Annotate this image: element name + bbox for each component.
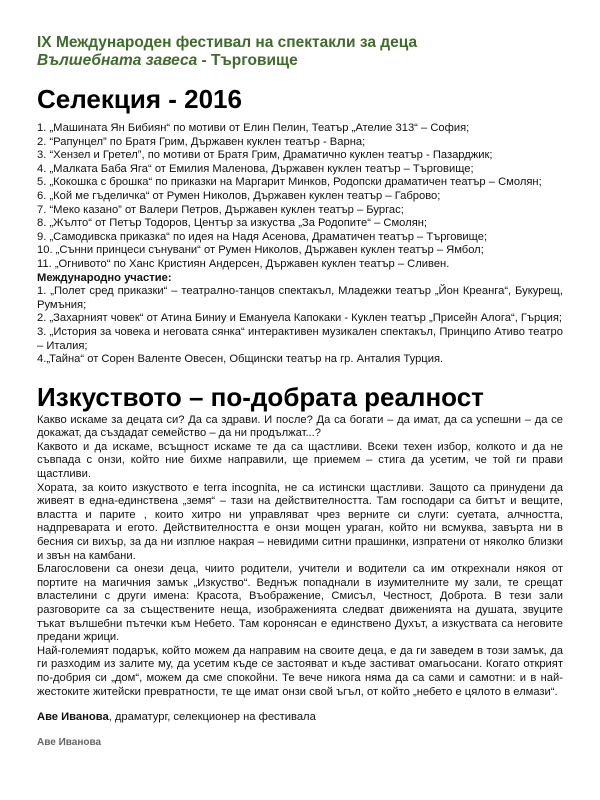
list-item: 7. “Меко казано” от Валери Петров, Държавен куклен театър – Бургас; bbox=[37, 203, 404, 216]
essay-body bbox=[37, 414, 563, 699]
international-heading: Международно участие: bbox=[37, 271, 172, 284]
list-item: 5. „Кокошка с брошка“ по приказки на Маргарит Минков, Родопски драматичен театър – Смолян; bbox=[37, 176, 542, 189]
document-page bbox=[37, 34, 563, 748]
list-item: 10. „Сънни принцеси сънувани“ от Румен Николов, Държавен куклен театър – Ямбол; bbox=[37, 244, 484, 257]
list-item: 2. “Рапунцел” по Братя Грим, Държавен куклен театър - Варна; bbox=[37, 135, 366, 148]
essay-title: Изкуството – по-добрата реалност bbox=[37, 381, 484, 412]
international-item: 3. „История за човека и неговата сянка“ интерактивен музикален спектакъл, Принципо Ативо театро – Италия; bbox=[37, 325, 563, 352]
international-item: 2. „Захарният човек“ от Атина Биниу и Емануела Капокаки - Куклен театър „Присейн Алога“, Гърция; bbox=[37, 312, 563, 325]
festival-title: IX Международен фестивал на спектакли за деца bbox=[37, 34, 418, 51]
list-item: 9. „Самодивска приказка“ по идея на Надя Асенова, Драматичен театър – Търговище; bbox=[37, 230, 488, 243]
list-item: 3. “Хензел и Гретел”, по мотиви от Братя Грим, Драматично куклен театър - Пазарджик; bbox=[37, 149, 493, 162]
list-item: 8. „Жълто“ от Петър Тодоров, Център за изкуства „За Родопите“ – Смолян; bbox=[37, 217, 428, 230]
essay-paragraph: Благословени са онези деца, чиито родители, учители и водители са им открехнали някоя от портите на магичния замък „Изкуство“. Веднъж попаднали в изумителните му зали, те срещат властелини с други имена: Красота, Въображение, Смисъл, Честност, Доброта. В тези зали разговорите са за съществените неща, изображенията следват движенията на душата, звуците тъкат вълшебни пътечки към Небето. Там коронясан е единствено Духът, а изкуствата са неговите предани жрици. bbox=[37, 563, 563, 644]
international-item: 4.„Тайна“ от Сорен Валенте Овесен, Общински театър на гр. Анталия Турция. bbox=[37, 353, 444, 366]
festival-header bbox=[37, 34, 563, 70]
list-item: 1. „Машината Ян Бибиян“ по мотиви от Елин Пелин, Театър „Ателие 313“ – София; bbox=[37, 122, 470, 134]
selection-title: Селекция - 2016 bbox=[37, 84, 242, 114]
essay-paragraph: Хората, за които изкуството е terra incognita, не са истински щастливи. Защото са принудени да живеят в една-единствена „земя“ – тази на действителността. Там господари са битът и вещите, властта и парите , които хитро ни управляват чрез верните си слуги: суетата, алчността, надпреварата и егото. Действителността е онзи мощен ураган, който ни всмуква, завърта ни в бесния си вихър, за да ни изплюе накрая – невидими ситни прашинки, изпратени от няколко близки и звън на камбани. bbox=[37, 481, 563, 562]
selection-list bbox=[37, 122, 563, 367]
footer-author: Аве Иванова bbox=[37, 737, 102, 749]
list-item: 11. „Огнивото“ по Ханс Кристиян Андерсен, Държавен куклен театър – Сливен. bbox=[37, 257, 450, 270]
signature bbox=[37, 711, 563, 723]
essay-paragraph: Какво искаме за децата си? Да са здрави. И после? Да са богати – да имат, да са успешни – да се докажат, да създадат семейство – да ни продължат...? bbox=[37, 413, 563, 440]
signature-name: Аве Иванова bbox=[37, 711, 109, 724]
festival-city: - Търговище bbox=[197, 52, 298, 69]
festival-name: Вълшебната завеса bbox=[37, 52, 198, 69]
signature-role: , драматург, селекционер на фестивала bbox=[108, 711, 316, 724]
essay-paragraph: Каквото и да искаме, всъщност искаме те да са щастливи. Всеки техен избор, колкото и да не съвпада с онзи, който ние бихме направили, ще приемем – стига да усетим, че той ги прави щастливи. bbox=[37, 440, 563, 481]
list-item: 4. „Малката Баба Яга“ от Емилия Маленова, Държавен куклен театър – Търговище; bbox=[37, 162, 474, 175]
list-item: 6. „Кой ме гъделичка“ от Румен Николов, Държавен куклен театър – Габрово; bbox=[37, 189, 441, 202]
international-item: 1. „Полет сред приказки“ – театрално-танцов спектакъл, Младежки театър „Йон Креанга“, Букурещ, Румъния; bbox=[37, 285, 563, 311]
essay-paragraph: Най-големият подарък, който можем да направим на своите деца, е да ги заведем в този замък, да ги разходим из залите му, да усетим къде се застояват и къде застиват омагьосани. Когато открият по-добрия си „дом“, можем да сме спокойни. Те вече никога няма да са сами и самотни: и в най-жестоките житейски превратности, те ще имат онзи свой ъгъл, от който „небето е цялото в елмази“. bbox=[37, 644, 563, 698]
